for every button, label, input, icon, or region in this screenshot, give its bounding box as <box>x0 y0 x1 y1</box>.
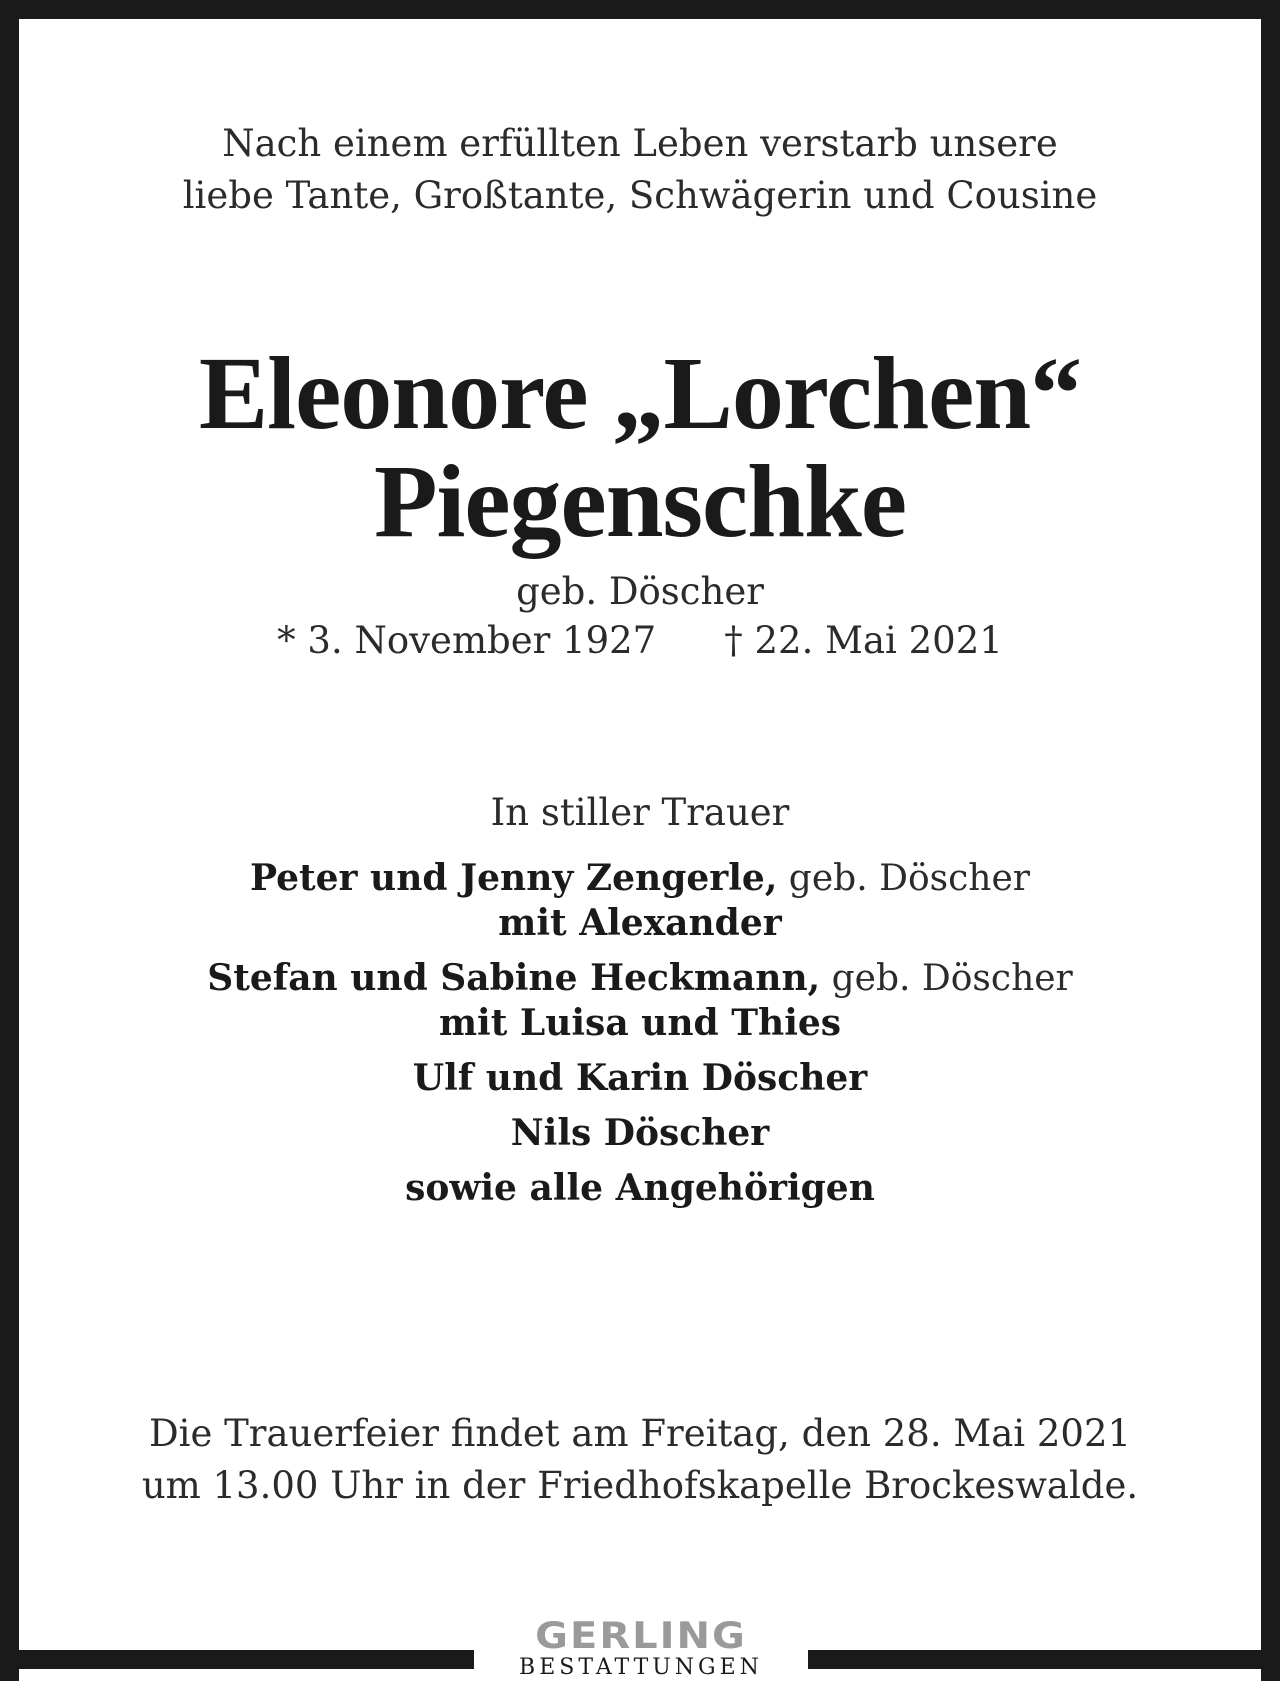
mourner-line <box>0 856 1280 901</box>
ceremony-line-1: Die Trauerfeier findet am Freitag, den 28. Mai 2021 <box>148 1412 1132 1455</box>
mourner-names: Ulf und Karin Döscher <box>412 1057 868 1099</box>
death-date: † 22. Mai 2021 <box>724 619 1003 662</box>
border-top <box>0 0 1280 19</box>
mourner-group <box>0 956 1280 1046</box>
mourner-children: mit Alexander <box>498 902 782 944</box>
mourning-heading: In stiller Trauer <box>490 791 790 834</box>
mourner-names: Nils Döscher <box>510 1112 770 1154</box>
funeral-home-logo <box>474 1616 808 1680</box>
mourner-born-name: geb. Döscher <box>820 958 1073 999</box>
mourner-line <box>0 956 1280 1001</box>
mourner-names: sowie alle Angehörigen <box>405 1167 875 1209</box>
born-name: geb. Döscher <box>516 570 764 613</box>
deceased-name-line-2: Piegenschke <box>373 444 907 559</box>
intro-line-1: Nach einem erfüllten Leben verstarb unsere <box>222 122 1058 165</box>
mourner-born-name: geb. Döscher <box>777 858 1030 899</box>
intro-line-2: liebe Tante, Großtante, Schwägerin und Cousine <box>182 174 1098 217</box>
mourner-group <box>0 1166 1280 1211</box>
mourner-names: Stefan und Sabine Heckmann, <box>207 957 821 999</box>
mourner-children: mit Luisa und Thies <box>438 1002 842 1044</box>
deceased-name-line-1: Eleonore „Lorchen“ <box>198 336 1082 451</box>
logo-subtitle: BESTATTUNGEN <box>519 1655 763 1680</box>
mourner-group <box>0 1111 1280 1156</box>
border-bottom-right <box>808 1650 1280 1669</box>
birth-date: * 3. November 1927 <box>277 619 657 662</box>
mourner-group <box>0 856 1280 946</box>
mourner-names: Peter und Jenny Zengerle, <box>250 857 778 899</box>
mourners-list <box>0 856 1280 1221</box>
deceased-name <box>0 336 1280 559</box>
ceremony-info <box>0 1408 1280 1512</box>
life-dates <box>0 618 1280 664</box>
mourner-group <box>0 1056 1280 1101</box>
border-bottom-left <box>0 1650 474 1669</box>
intro-text <box>0 118 1280 222</box>
ceremony-line-2: um 13.00 Uhr in der Friedhofskapelle Brockeswalde. <box>141 1464 1139 1507</box>
logo-wordmark: GERLING <box>535 1614 747 1658</box>
